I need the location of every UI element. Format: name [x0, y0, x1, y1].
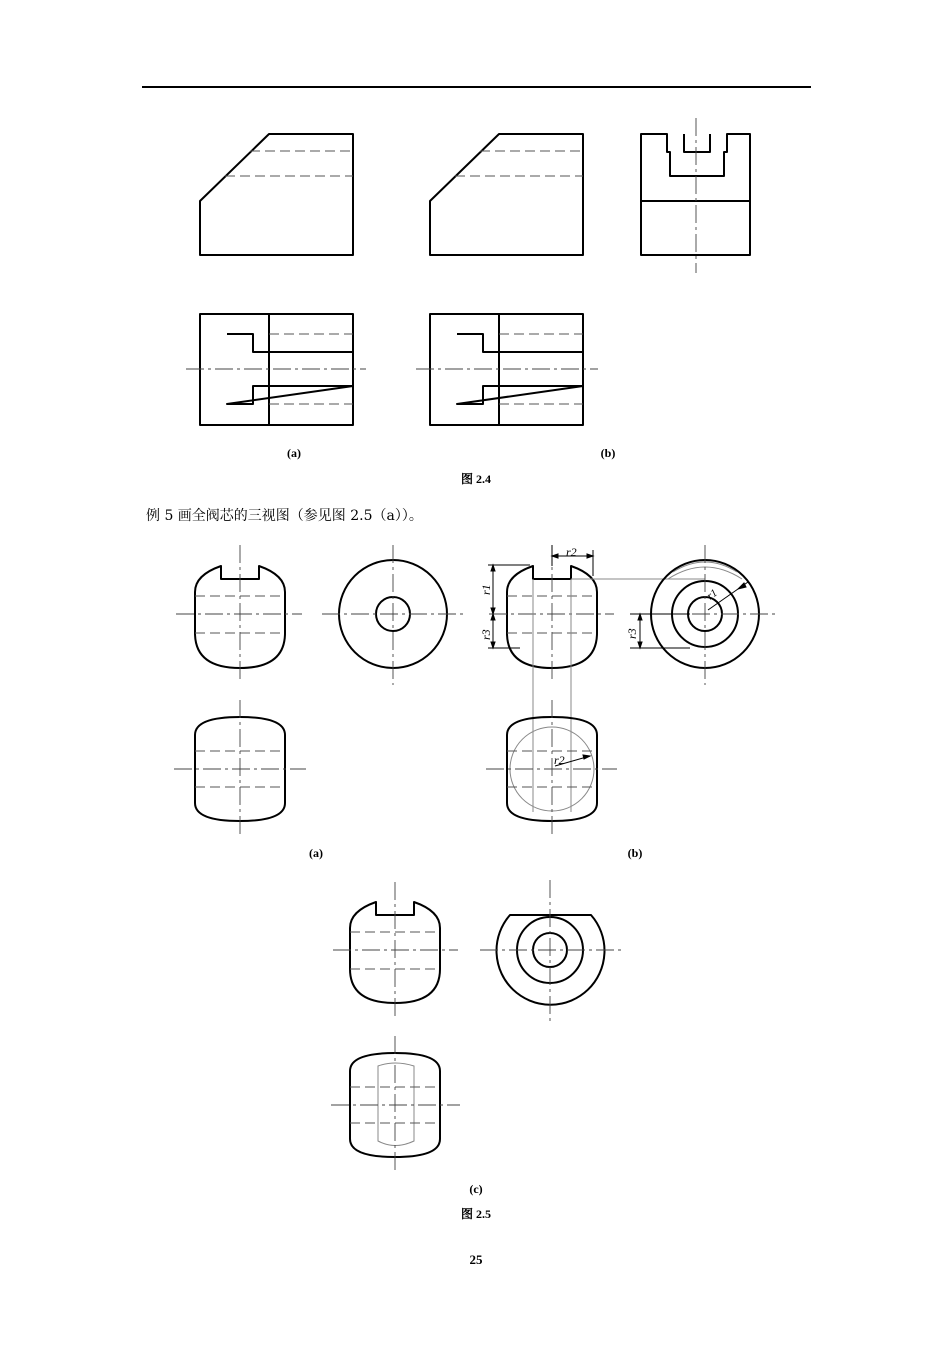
fig24a-top-view: [186, 314, 366, 425]
fig24-label-b: (b): [600, 446, 616, 460]
fig24-caption: 图 2.4: [460, 472, 491, 486]
fig25c-top-view: [331, 1036, 460, 1173]
fig25-label-b: (b): [627, 846, 643, 860]
dim-label-r2-top-view: r2: [554, 753, 565, 767]
fig25a-front-view: [176, 545, 302, 680]
fig25-label-a: (a): [309, 846, 323, 860]
fig24b-front-view: [430, 134, 583, 255]
example-text: 例 5 画全阀芯的三视图（参见图 2.5（a））。: [146, 508, 423, 524]
dim-label-r3-front: r3: [479, 629, 493, 640]
fig25-caption: 图 2.5: [460, 1207, 491, 1221]
dim-label-r3-side: r3: [625, 628, 639, 639]
dim-label-r1: r1: [479, 584, 493, 595]
fig25c-front-view: [333, 882, 458, 1018]
fig24b-side-view: [641, 118, 750, 273]
page-number: 25: [469, 1252, 483, 1267]
fig24-label-a: (a): [287, 446, 301, 460]
fig25-label-c: (c): [469, 1182, 483, 1196]
fig24b-top-view: [416, 314, 598, 425]
fig25c-side-view: [480, 880, 622, 1021]
dim-label-r2-top: r2: [566, 545, 577, 559]
fig24a-front-view: [200, 134, 353, 255]
fig25b-side-view: [630, 545, 776, 685]
fig25a-side-view: [322, 545, 464, 685]
dim-label-r1-side: r1: [704, 587, 720, 603]
fig25a-top-view: [174, 700, 306, 838]
fig25b-top-view: [486, 700, 617, 838]
